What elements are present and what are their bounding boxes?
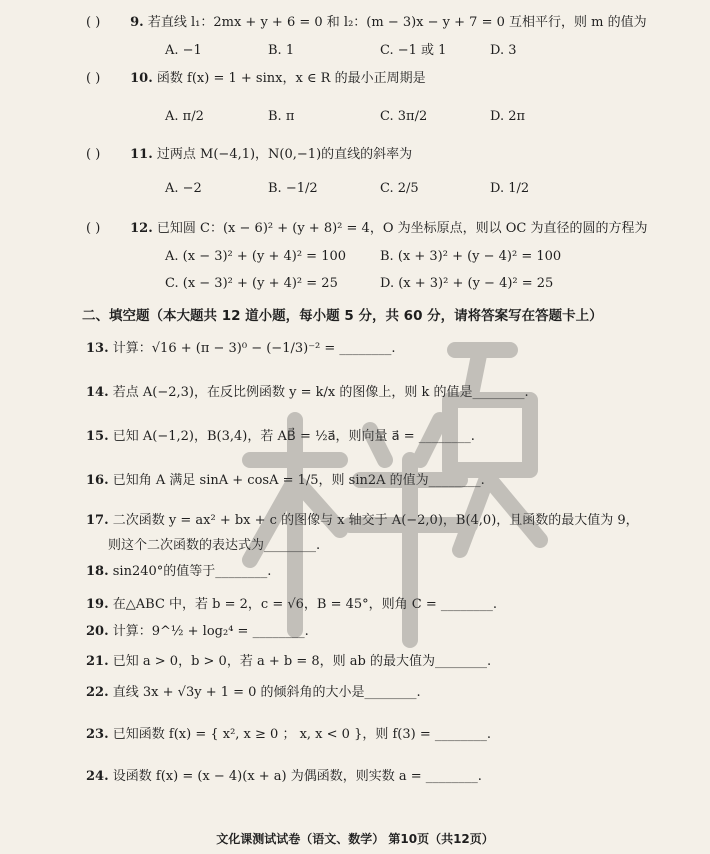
question-number: 10. xyxy=(130,71,153,86)
question-number: 21. xyxy=(86,654,109,669)
question-21 xyxy=(86,653,491,671)
option-c: C. −1 或 1 xyxy=(380,43,447,58)
question-9 xyxy=(86,14,647,32)
answer-paren[interactable]: ( ) xyxy=(86,71,101,86)
question-text: 二次函数 y = ax² + bx + c 的图像与 x 轴交于 A(−2,0)，B(4,0)，且函数的最大值为 9， xyxy=(112,513,639,528)
question-12 xyxy=(86,220,647,238)
question-number: 20. xyxy=(86,624,109,639)
answer-paren[interactable]: ( ) xyxy=(86,221,101,236)
question-number: 24. xyxy=(86,769,109,784)
question-text: 设函数 f(x) = (x − 4)(x + a) 为偶函数，则实数 a = ________. xyxy=(112,769,482,784)
question-text: 已知 a > 0，b > 0，若 a + b = 8，则 ab 的最大值为________. xyxy=(112,654,492,669)
question-number: 23. xyxy=(86,727,109,742)
question-number: 22. xyxy=(86,685,109,700)
option-a: A. −1 xyxy=(165,43,202,58)
question-22 xyxy=(86,684,421,702)
question-10 xyxy=(86,70,426,88)
question-13 xyxy=(86,340,396,358)
question-text: 已知 A(−1,2)，B(3,4)，若 AB⃗ = ½a⃗，则向量 a⃗ = ________. xyxy=(112,429,475,444)
question-number: 9. xyxy=(130,15,144,30)
section-heading: 二、填空题（本大题共 12 道小题，每小题 5 分，共 60 分，请将答案写在答题卡上） xyxy=(82,308,603,324)
option-a: A. π/2 xyxy=(165,109,204,124)
option-c: C. 2/5 xyxy=(380,181,419,196)
question-number: 13. xyxy=(86,341,109,356)
question-text: sin240°的值等于________. xyxy=(112,564,272,579)
option-a: A. −2 xyxy=(165,181,202,196)
question-number: 15. xyxy=(86,429,109,444)
question-17 xyxy=(86,512,639,530)
option-d: D. 1/2 xyxy=(490,181,530,196)
question-stem: 过两点 M(−4,1)，N(0,−1)的直线的斜率为 xyxy=(156,147,413,162)
option-b: B. (x + 3)² + (y − 4)² = 100 xyxy=(380,249,562,264)
option-c: C. 3π/2 xyxy=(380,109,428,124)
option-b: B. π xyxy=(268,109,295,124)
question-number: 17. xyxy=(86,513,109,528)
question-15 xyxy=(86,428,475,446)
question-19 xyxy=(86,596,497,614)
question-18 xyxy=(86,563,271,581)
option-b: B. 1 xyxy=(268,43,295,58)
watermark-stamp xyxy=(210,310,570,670)
question-text: 已知角 A 满足 sinA + cosA = 1/5，则 sin2A 的值为________. xyxy=(112,473,485,488)
question-stem: 若直线 l₁：2mx + y + 6 = 0 和 l₂：(m − 3)x − y + 7 = 0 互相平行，则 m 的值为 xyxy=(147,15,647,30)
question-number: 12. xyxy=(130,221,153,236)
option-a: A. (x − 3)² + (y + 4)² = 100 xyxy=(165,249,347,264)
question-text: 直线 3x + √3y + 1 = 0 的倾斜角的大小是________. xyxy=(112,685,421,700)
question-text: 在△ABC 中，若 b = 2，c = √6，B = 45°，则角 C = ________. xyxy=(112,597,498,612)
answer-paren[interactable]: ( ) xyxy=(86,147,101,162)
option-b: B. −1/2 xyxy=(268,181,318,196)
question-number: 14. xyxy=(86,385,109,400)
answer-paren[interactable]: ( ) xyxy=(86,15,101,30)
question-number: 19. xyxy=(86,597,109,612)
option-d: D. (x + 3)² + (y − 4)² = 25 xyxy=(380,276,554,291)
question-16 xyxy=(86,472,485,490)
question-23 xyxy=(86,726,491,744)
question-number: 16. xyxy=(86,473,109,488)
question-stem: 函数 f(x) = 1 + sinx，x ∈ R 的最小正周期是 xyxy=(156,71,426,86)
question-text: 已知函数 f(x) = { x², x ≥ 0 ； x, x < 0 }，则 f(3) = ________. xyxy=(112,727,491,742)
question-number: 11. xyxy=(130,147,153,162)
question-text: 若点 A(−2,3)，在反比例函数 y = k/x 的图像上，则 k 的值是________. xyxy=(112,385,529,400)
question-11 xyxy=(86,146,412,164)
question-text: 则这个二次函数的表达式为________. xyxy=(108,538,321,553)
option-c: C. (x − 3)² + (y + 4)² = 25 xyxy=(165,276,338,291)
question-14 xyxy=(86,384,529,402)
question-text: 计算：9^½ + log₂⁴ = ________. xyxy=(112,624,309,639)
page-footer: 文化课测试试卷（语文、数学） 第10页（共12页） xyxy=(216,832,494,846)
option-d: D. 3 xyxy=(490,43,517,58)
question-stem: 已知圆 C：(x − 6)² + (y + 8)² = 4，O 为坐标原点，则以 OC 为直径的圆的方程为 xyxy=(156,221,648,236)
question-24 xyxy=(86,768,482,786)
question-20 xyxy=(86,623,309,641)
question-text: 计算：√16 + (π − 3)⁰ − (−1/3)⁻² = ________. xyxy=(112,341,396,356)
question-17-cont xyxy=(108,537,320,555)
option-d: D. 2π xyxy=(490,109,526,124)
question-number: 18. xyxy=(86,564,109,579)
